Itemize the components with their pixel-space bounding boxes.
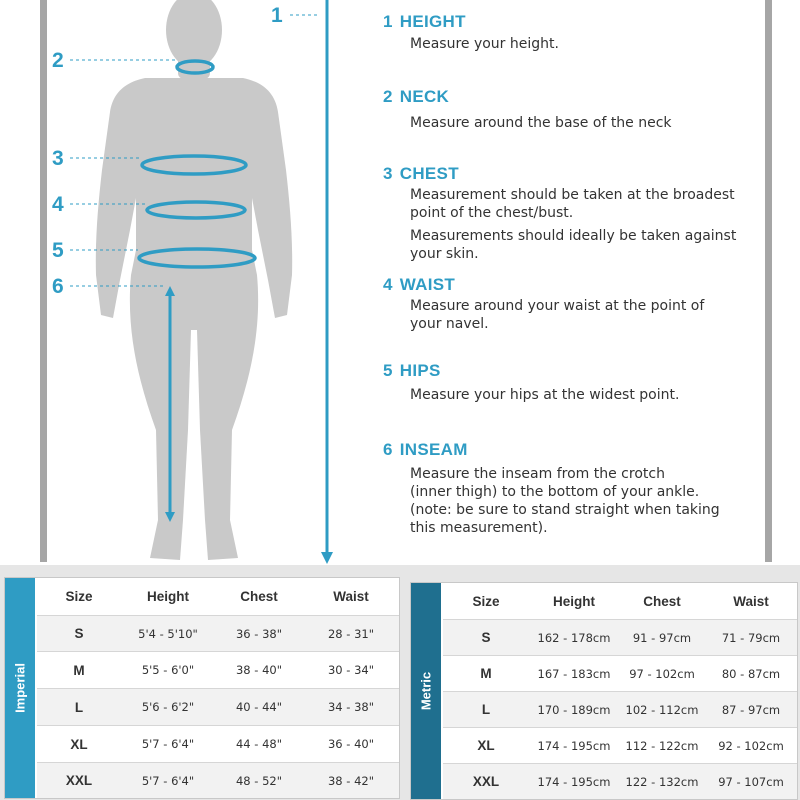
desc-height: Measure your height. [410, 36, 559, 52]
callout-1: 1 [271, 4, 283, 27]
desc-inseam: Measure the inseam from the crotch (inner thigh) to the bottom of your ankle. (note: be sure to stand straight when taking this measurement). [410, 466, 720, 536]
metric-table [410, 582, 798, 800]
col-waist: Waist [733, 593, 769, 609]
col-height: Height [147, 589, 189, 604]
heading-hips: 5 HIPS [383, 361, 441, 380]
callout-4: 4 [52, 193, 64, 216]
heading-chest: 3 CHEST [383, 164, 459, 183]
col-height: Height [553, 593, 595, 609]
table-row: S 5'4 - 5'10" 36 - 38" 28 - 31" [37, 616, 399, 651]
table-row: XXL 5'7 - 6'4" 48 - 52" 38 - 42" [37, 763, 399, 798]
imperial-table [4, 577, 400, 799]
heading-waist: 4 WAIST [383, 275, 456, 294]
desc-chest: Measurement should be taken at the broadest point of the chest/bust. Measurements should ideally be taken against your skin. [410, 187, 737, 262]
table-row: L 5'6 - 6'2" 40 - 44" 34 - 38" [37, 689, 399, 725]
col-chest: Chest [240, 589, 278, 604]
imperial-band: Imperial [5, 578, 35, 798]
metric-header-row [443, 583, 797, 619]
callout-3: 3 [52, 147, 64, 170]
table-row: S 162 - 178cm 91 - 97cm 71 - 79cm [443, 620, 797, 655]
heading-height: 1 HEIGHT [383, 12, 466, 31]
col-chest: Chest [643, 593, 681, 609]
size-tables [0, 565, 800, 800]
heading-inseam: 6 INSEAM [383, 440, 468, 459]
table-row: XXL 174 - 195cm 122 - 132cm 97 - 107cm [443, 764, 797, 799]
heading-neck: 2 NECK [383, 87, 450, 106]
imperial-header-row [37, 578, 399, 615]
desc-hips: Measure your hips at the widest point. [410, 387, 680, 403]
callout-6: 6 [52, 275, 64, 298]
metric-band: Metric [411, 583, 441, 799]
desc-neck: Measure around the base of the neck [410, 115, 672, 131]
imperial-grid [37, 578, 399, 798]
col-waist: Waist [333, 589, 369, 604]
table-row: XL 5'7 - 6'4" 44 - 48" 36 - 40" [70, 736, 375, 752]
table-row: M 167 - 183cm 97 - 102cm 80 - 87cm [480, 666, 781, 681]
callout-2: 2 [52, 49, 64, 72]
body-silhouette [96, 0, 292, 560]
table-row: L 170 - 189cm 102 - 112cm 87 - 97cm [443, 692, 797, 727]
table-row: XL 174 - 195cm 112 - 122cm 92 - 102cm [477, 738, 784, 753]
desc-waist: Measure around your waist at the point of your navel. [410, 298, 705, 332]
col-size: Size [65, 589, 93, 604]
col-size: Size [472, 593, 500, 609]
callout-5: 5 [52, 239, 64, 262]
table-row: M 5'5 - 6'0" 38 - 40" 30 - 34" [73, 662, 375, 678]
metric-grid [443, 583, 797, 799]
